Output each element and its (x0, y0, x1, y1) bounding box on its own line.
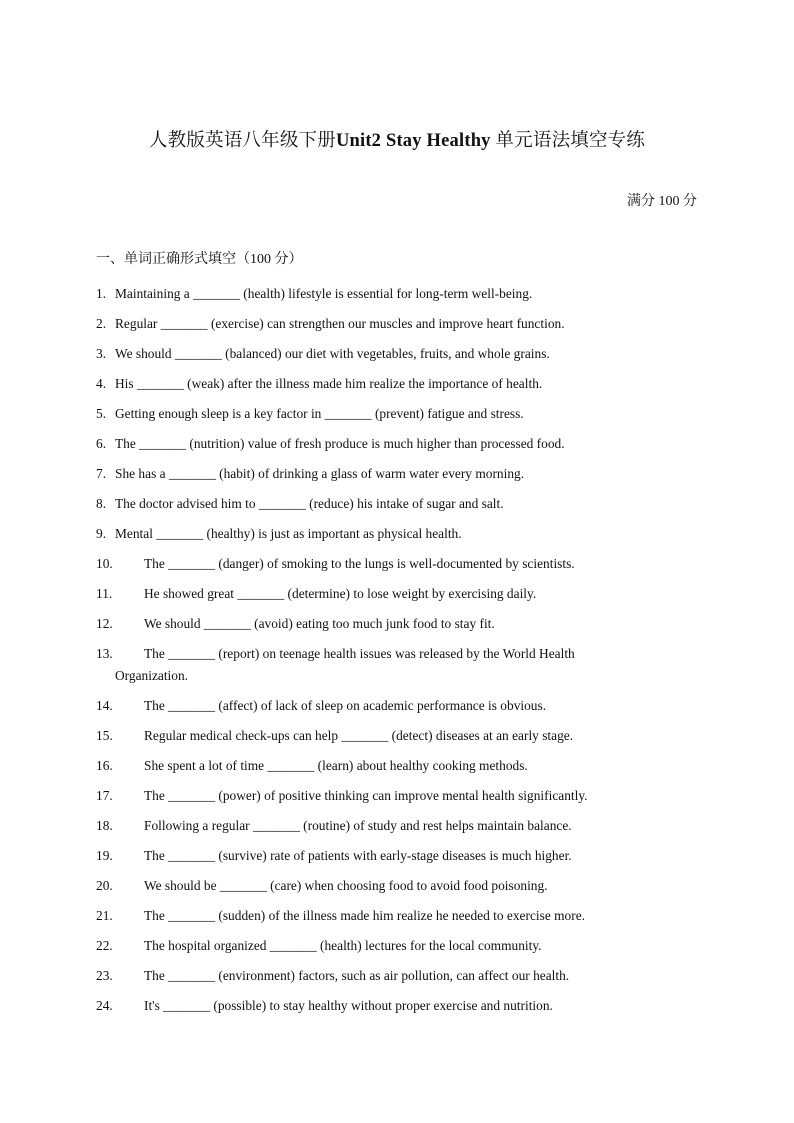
item-number: 12. (96, 616, 113, 631)
item-sentence: Mental _______ (healthy) is just as important as physical health. (115, 526, 462, 541)
item-sentence: His _______ (weak) after the illness made him realize the importance of health. (115, 376, 543, 391)
item-number: 6. (96, 436, 107, 451)
item-number: 18. (96, 818, 113, 833)
exercise-item (96, 845, 676, 867)
exercise-item (96, 643, 676, 687)
exercise-item (96, 695, 676, 717)
item-number: 16. (96, 758, 113, 773)
item-number: 4. (96, 376, 107, 391)
exercise-item (96, 403, 676, 425)
item-sentence: We should be _______ (care) when choosing food to avoid food poisoning. (144, 878, 548, 893)
title-unit-name: Unit2 Stay Healthy (335, 131, 491, 151)
item-sentence: He showed great _______ (determine) to lose weight by exercising daily. (144, 586, 537, 601)
exercise-item (96, 935, 676, 957)
item-sentence: She has a _______ (habit) of drinking a glass of warm water every morning. (115, 466, 525, 481)
item-sentence: The _______ (survive) rate of patients with early-stage diseases is much higher. (144, 848, 572, 863)
item-number: 24. (96, 998, 113, 1013)
item-sentence: Getting enough sleep is a key factor in _______ (prevent) fatigue and stress. (115, 406, 524, 421)
page-title (0, 126, 794, 152)
exercise-item (96, 815, 676, 837)
item-number: 23. (96, 968, 113, 983)
item-number: 13. (96, 646, 113, 661)
exercise-item (96, 785, 676, 807)
exercise-item (96, 905, 676, 927)
item-number: 8. (96, 496, 107, 511)
item-number: 9. (96, 526, 107, 541)
item-sentence: The _______ (environment) factors, such as air pollution, can affect our health. (144, 968, 570, 983)
exercise-item (96, 313, 676, 335)
item-number: 22. (96, 938, 113, 953)
item-sentence: Regular _______ (exercise) can strengthen our muscles and improve heart function. (115, 316, 565, 331)
item-sentence: The doctor advised him to _______ (reduce) his intake of sugar and salt. (115, 496, 504, 511)
item-number: 20. (96, 878, 113, 893)
exercise-item (96, 343, 676, 365)
item-number: 3. (96, 346, 107, 361)
item-sentence: It's _______ (possible) to stay healthy without proper exercise and nutrition. (144, 998, 553, 1013)
exercise-item (96, 755, 676, 777)
item-sentence-continuation: Organization. (115, 668, 189, 683)
exercise-item (96, 373, 676, 395)
item-sentence: The _______ (danger) of smoking to the lungs is well-documented by scientists. (144, 556, 575, 571)
item-sentence: The _______ (report) on teenage health issues was released by the World Health (144, 646, 575, 661)
item-number: 10. (96, 556, 113, 571)
full-score-label: 满分 100 分 (627, 194, 697, 209)
item-number: 17. (96, 788, 113, 803)
item-sentence: Maintaining a _______ (health) lifestyle is essential for long-term well-being. (115, 286, 533, 301)
exercise-item (96, 463, 676, 485)
exercise-item (96, 523, 676, 545)
item-number: 15. (96, 728, 113, 743)
title-chinese-suffix: 单元语法填空专练 (490, 131, 646, 151)
item-sentence: The _______ (nutrition) value of fresh produce is much higher than processed food. (115, 436, 565, 451)
exercise-item (96, 965, 676, 987)
exercise-item (96, 493, 676, 515)
item-number: 7. (96, 466, 107, 481)
title-chinese-part: 人教版英语八年级下册 (148, 131, 336, 151)
exercise-list (96, 283, 676, 1025)
item-sentence: She spent a lot of time _______ (learn) about healthy cooking methods. (144, 758, 528, 773)
item-number: 1. (96, 286, 107, 301)
item-number: 5. (96, 406, 107, 421)
exercise-item (96, 995, 676, 1017)
item-number: 2. (96, 316, 107, 331)
exercise-item (96, 283, 676, 305)
item-sentence: The hospital organized _______ (health) lectures for the local community. (144, 938, 542, 953)
item-number: 11. (96, 586, 113, 601)
item-sentence: The _______ (sudden) of the illness made him realize he needed to exercise more. (144, 908, 585, 923)
exercise-item (96, 433, 676, 455)
section-heading: 一、单词正确形式填空（100 分） (96, 252, 303, 267)
exercise-item (96, 875, 676, 897)
item-number: 21. (96, 908, 113, 923)
item-sentence: Following a regular _______ (routine) of study and rest helps maintain balance. (144, 818, 572, 833)
exercise-item (96, 725, 676, 747)
exercise-item (96, 613, 676, 635)
item-number: 14. (96, 698, 113, 713)
item-sentence: The _______ (affect) of lack of sleep on academic performance is obvious. (144, 698, 547, 713)
item-number: 19. (96, 848, 113, 863)
item-sentence: We should _______ (balanced) our diet with vegetables, fruits, and whole grains. (115, 346, 550, 361)
exercise-item (96, 553, 676, 575)
item-sentence: Regular medical check-ups can help _______ (detect) diseases at an early stage. (144, 728, 574, 743)
item-sentence: The _______ (power) of positive thinking can improve mental health significantly. (144, 788, 588, 803)
item-sentence: We should _______ (avoid) eating too much junk food to stay fit. (144, 616, 495, 631)
exercise-item (96, 583, 676, 605)
